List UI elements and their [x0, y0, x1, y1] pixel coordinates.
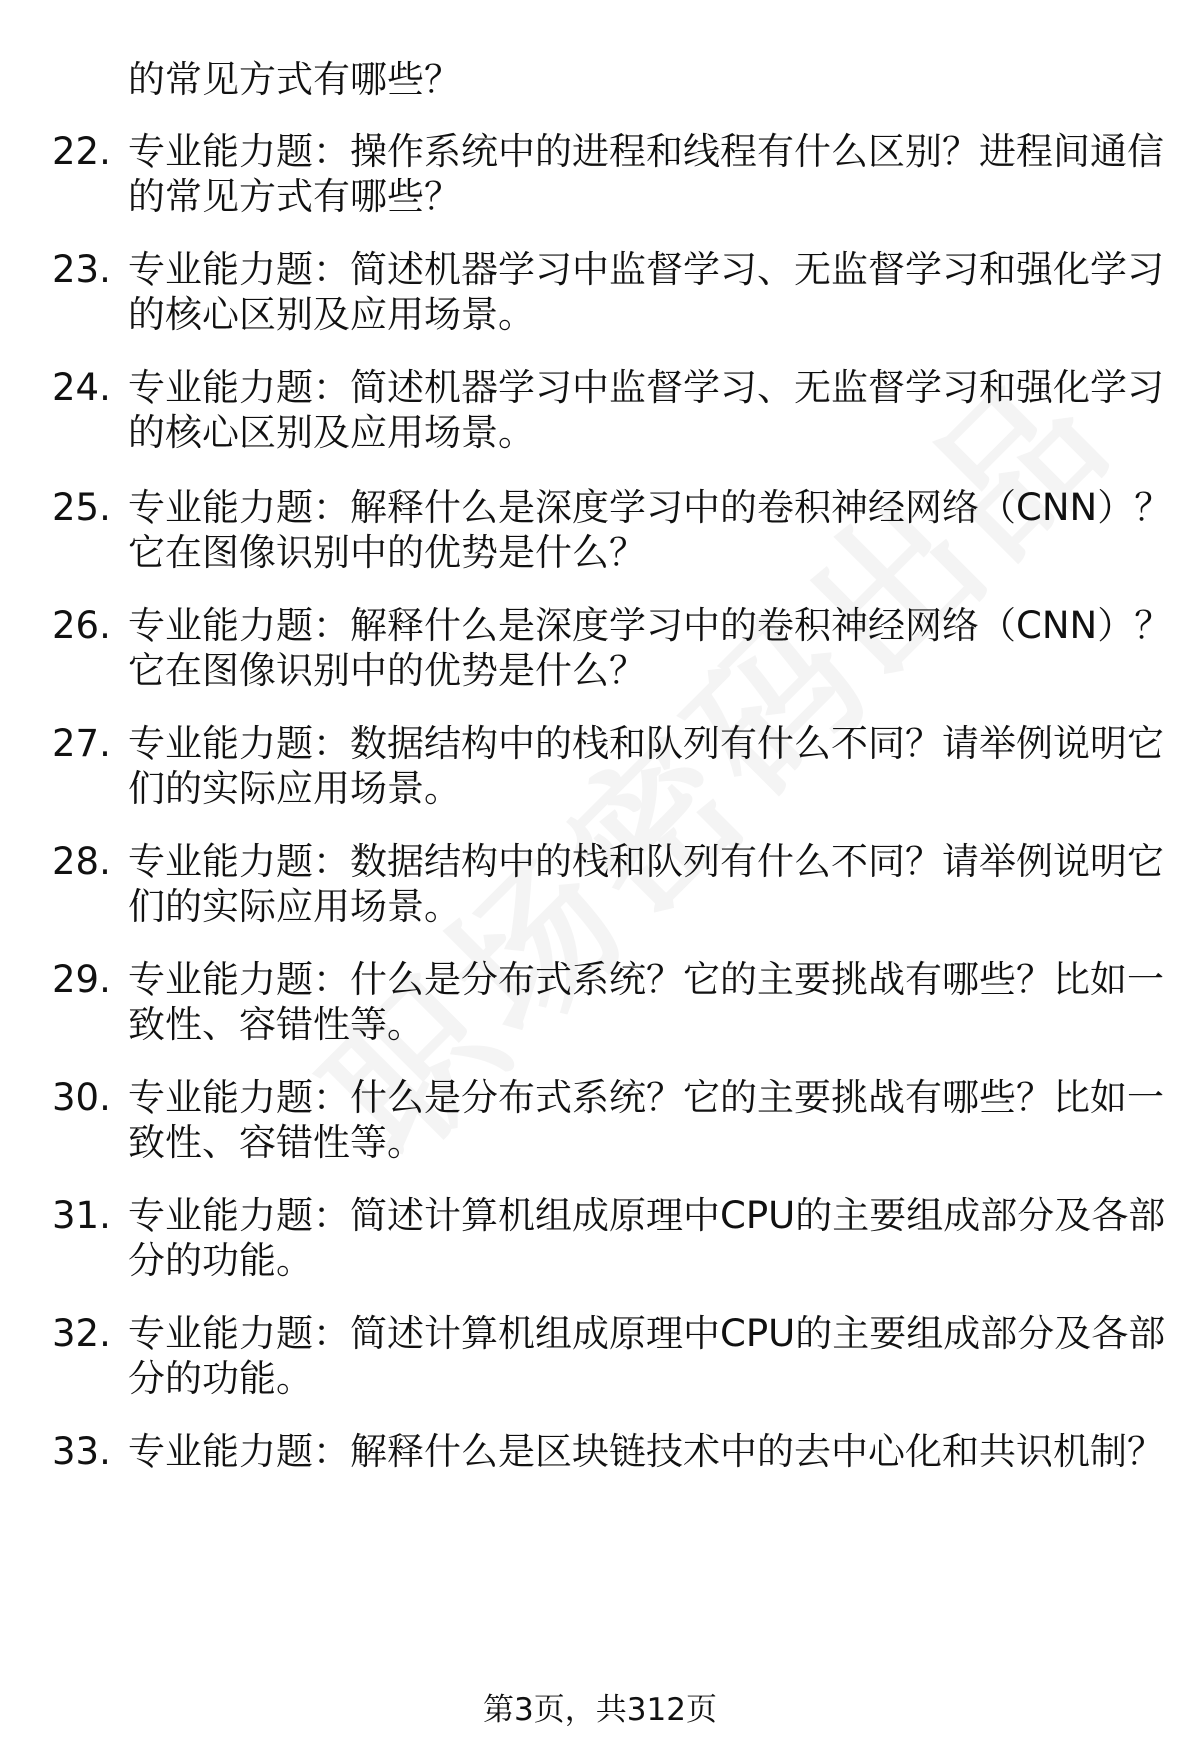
item-number: 25. [52, 486, 111, 529]
item-text-line2: 它在图像识别中的优势是什么？ [128, 649, 646, 692]
item-text-line2: 致性、容错性等。 [128, 1003, 424, 1046]
item-text-line1: 专业能力题：简述机器学习中监督学习、无监督学习和强化学习 [128, 366, 1164, 409]
item-text-line1: 专业能力题：简述计算机组成原理中CPU的主要组成部分及各部 [128, 1194, 1166, 1237]
item-text-line1: 专业能力题：数据结构中的栈和队列有什么不同？请举例说明它 [128, 840, 1164, 883]
item-text-line1: 专业能力题：操作系统中的进程和线程有什么区别？进程间通信 [128, 130, 1164, 173]
continuation-line: 的常见方式有哪些？ [128, 58, 461, 101]
item-text-line1: 专业能力题：解释什么是区块链技术中的去中心化和共识机制？ [128, 1430, 1164, 1473]
item-number: 29. [52, 958, 111, 1001]
item-text-line2: 的核心区别及应用场景。 [128, 411, 535, 454]
item-number: 30. [52, 1076, 111, 1119]
item-number: 33. [52, 1430, 111, 1473]
page-footer: 第3页，共312页 [483, 1692, 717, 1728]
item-text-line1: 专业能力题：解释什么是深度学习中的卷积神经网络（CNN）？ [128, 604, 1172, 647]
item-number: 24. [52, 366, 111, 409]
item-text-line1: 专业能力题：什么是分布式系统？它的主要挑战有哪些？比如一 [128, 958, 1164, 1001]
item-text-line2: 分的功能。 [128, 1239, 313, 1282]
item-text-line2: 的核心区别及应用场景。 [128, 293, 535, 336]
item-text-line2: 们的实际应用场景。 [128, 885, 461, 928]
item-text-line1: 专业能力题：简述计算机组成原理中CPU的主要组成部分及各部 [128, 1312, 1166, 1355]
item-text-line1: 专业能力题：什么是分布式系统？它的主要挑战有哪些？比如一 [128, 1076, 1164, 1119]
item-number: 31. [52, 1194, 111, 1237]
item-text-line1: 专业能力题：数据结构中的栈和队列有什么不同？请举例说明它 [128, 722, 1164, 765]
item-number: 28. [52, 840, 111, 883]
item-text-line2: 的常见方式有哪些？ [128, 175, 461, 218]
item-text-line1: 专业能力题：简述机器学习中监督学习、无监督学习和强化学习 [128, 248, 1164, 291]
item-number: 23. [52, 248, 111, 291]
item-number: 27. [52, 722, 111, 765]
item-text-line2: 它在图像识别中的优势是什么？ [128, 531, 646, 574]
item-number: 26. [52, 604, 111, 647]
item-number: 22. [52, 130, 111, 173]
item-text-line2: 们的实际应用场景。 [128, 767, 461, 810]
item-number: 32. [52, 1312, 111, 1355]
item-text-line2: 致性、容错性等。 [128, 1121, 424, 1164]
item-text-line2: 分的功能。 [128, 1357, 313, 1400]
item-text-line1: 专业能力题：解释什么是深度学习中的卷积神经网络（CNN）？ [128, 486, 1172, 529]
